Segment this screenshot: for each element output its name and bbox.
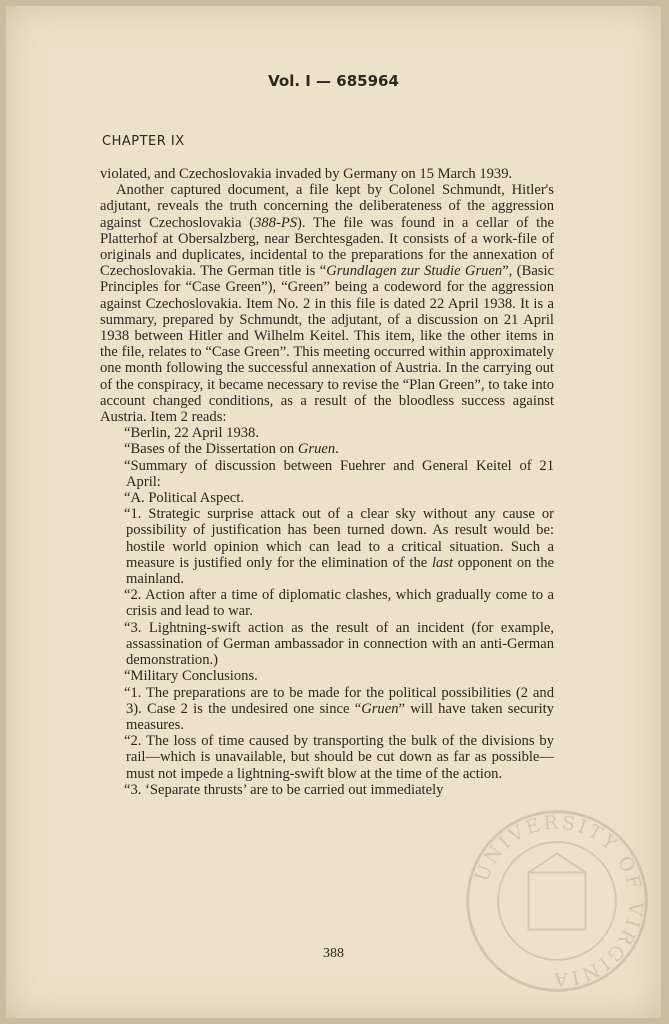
svg-text:UNIVERSITY OF VIRGINIA — [471, 811, 647, 990]
text-run: “1. Strategic surprise attack out of a clear sky without any cause or possibility of justification has been turned down. As result would be: hostile world opinion which can lead to a critical situation. Such a measure is justified only for the elimination of the — [124, 506, 554, 571]
page-number: 388 — [323, 946, 344, 961]
quote-bases — [100, 441, 554, 457]
italic-word: last — [431, 554, 454, 571]
quote-political-3: “3. Lightning-swift action as the result of an incident (for example, assassination of German ambassador in connection with an anti-German demonstration.) — [124, 619, 554, 669]
document-page — [6, 6, 661, 1018]
volume-header: Vol. I — 685964 — [268, 72, 399, 90]
body-text — [100, 166, 554, 798]
text-run: “1. The preparations are to be made for the political possibilities (2 and 3). Case 2 is the undesired one since “ — [124, 684, 554, 717]
seal-text: UNIVERSITY OF VIRGINIA — [470, 811, 647, 991]
quote-political-1 — [100, 506, 554, 587]
text-run: ). The file was found in a cellar of the Platterhof at Obersalzberg, near Berchtesgaden. It consists of a work-file of originals and duplicates, incidental to the preparations for the annexation of Czechoslovakia. The German title is “ — [100, 214, 554, 280]
text-run: Another captured document, a file kept by Colonel Schmundt, Hitler's adjutant, reveals the truth concerning the deliberateness of the aggression against Czechoslovakia ( — [100, 182, 554, 231]
italic-word: Gruen — [297, 441, 336, 458]
german-title: Grundlagen zur Studie Gruen — [326, 263, 503, 280]
quote-political-aspect: “A. Political Aspect. — [124, 490, 244, 507]
paragraph-continuation: violated, and Czechoslovakia invaded by Germany on 15 March 1939. — [100, 166, 513, 182]
quote-military-conclusions: “Military Conclusions. — [124, 668, 258, 685]
italic-word: Gruen — [361, 700, 399, 717]
university-seal-stamp — [462, 806, 652, 996]
quote-date: “Berlin, 22 April 1938. — [124, 425, 259, 442]
quote-political-2: “2. Action after a time of diplomatic clashes, which gradually come to a crisis and lead to war. — [124, 587, 554, 620]
quote-summary: “Summary of discussion between Fuehrer and General Keitel of 21 April: — [124, 457, 554, 490]
quote-military-2: “2. The loss of time caused by transporting the bulk of the divisions by rail—which is unavailable, but should be cut down as far as possible—must not impede a lightning-swift blow at the time of the action. — [124, 733, 554, 782]
document-reference: 388-PS — [254, 214, 298, 231]
paragraph-schmundt-file — [100, 182, 554, 425]
text-run: opponent on the mainland. — [126, 554, 554, 588]
quote-military-3: “3. ‘Separate thrusts’ are to be carried out immediately — [124, 781, 444, 798]
quote-military-1 — [100, 685, 554, 734]
text-run: ”, (Basic Principles for “Case Green”), “Green” being a codeword for the aggression against Czechoslovakia. Item No. 2 in this file is dated 22 April 1938. It is a summary, prepared by Schmundt, the adjutant, of a discussion on 21 April 1938 between Hitler and Wilhelm Keitel. This item, like the other items in the file, relates to “Case Green”. This meeting occurred within approximately one month following the successful annexation of Austria. In the carrying out of the conspiracy, it became necessary to revise the “Plan Green”, to take into account changed conditions, as a result of the bloodless success against Austria. Item 2 reads: — [100, 263, 555, 426]
chapter-title: CHAPTER IX — [102, 134, 185, 149]
text-run: “Bases of the Dissertation on — [124, 441, 298, 458]
text-run: . — [335, 441, 339, 458]
text-run: ” will have taken security measures. — [126, 700, 554, 733]
